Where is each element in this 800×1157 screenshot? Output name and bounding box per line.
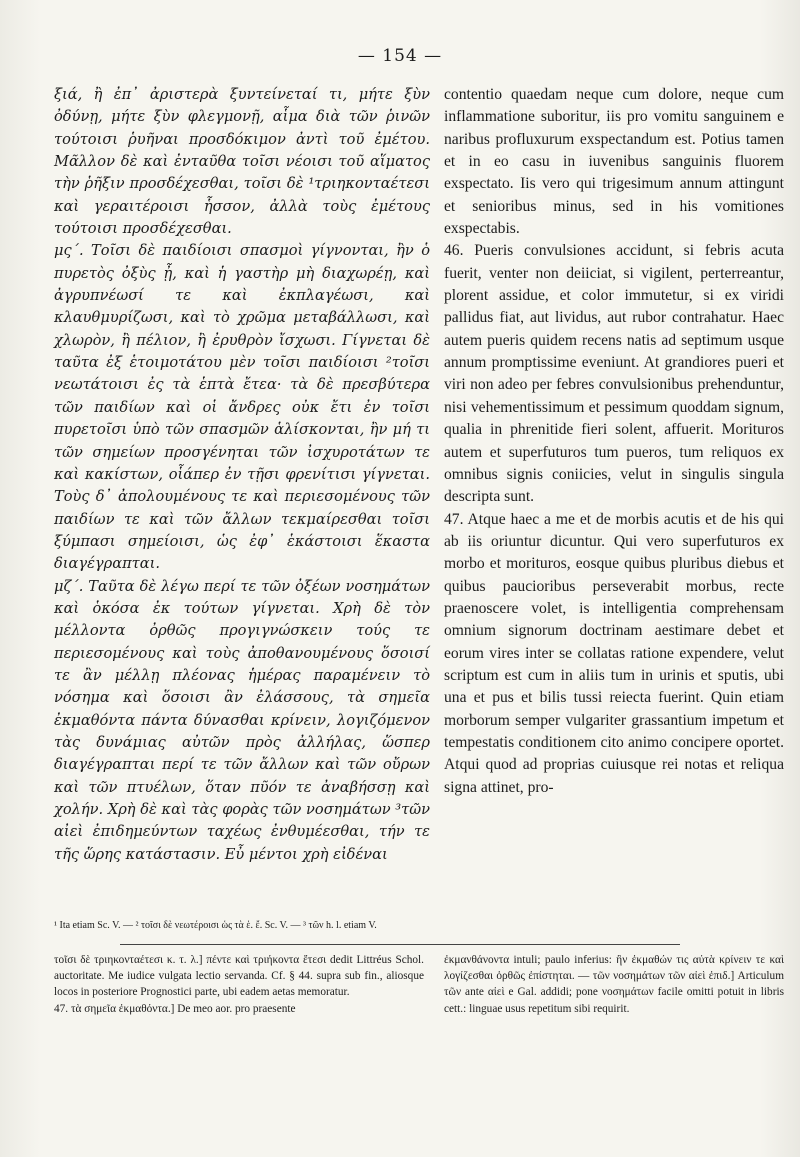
note-left-2: 47. τὰ σημεῖα ἐκμαθόντα.] De meo aor. pro praesente	[54, 1002, 296, 1015]
page-number: — 154 —	[357, 46, 443, 66]
note-right-1: ἐκμανθάνοντα intuli; paulo inferius: ἢν ἐκμαθών τις αὐτὰ κρίνειν τε καὶ λογίζεσθαι ὀρθῶς ἐπίστηται. — τῶν νοσημάτων τῶν αἰεὶ ἐπιδ.] Articulum τῶν ante αἰεὶ e Gal. addidi; pone νοσημάτων facile omitti potuit in libris cett.: linguae usus repetitum sibi requirit.	[444, 954, 784, 1015]
footnote-divider	[120, 944, 680, 945]
latin-paragraph-46: 46. Pueris convulsiones accidunt, si febris acuta fuerit, venter non deiiciat, si vigilent, perterreantur, plorent assidue, et color immutetur, si ex viridi pallidus fiat, aut lividus, aut rubor contrahatur. Haec autem pueris quidem recens natis ad septimum usque annum promptissime eveniunt. At grandiores pueri et viri non adeo per febres convulsionibus prehenduntur, nisi vehementissimum et pessimum quoddam signum, qualia in phrenitide fieri solent, affuerit. Morituros autem et superfuturos tum pueros, tum reliquos ex omnibus signis coniicies, velut in singulis singula descripta sunt.	[444, 242, 784, 506]
critical-notes-left	[54, 952, 424, 1017]
latin-text-column	[444, 84, 784, 799]
greek-paragraph-46: μς΄. Τοῖσι δὲ παιδίοισι σπασμοὶ γίγνονται, ἢν ὁ πυρετὸς ὀξὺς ᾖ, καὶ ἡ γαστὴρ μὴ διαχωρέῃ, καὶ ἀγρυπνέωσί τε καὶ ἐκπλαγέωσι, καὶ κλαυθμυρίζωσι, καὶ τὸ χρῶμα μεταβάλλωσι, καὶ χλωρὸν, ἢ πέλιον, ἢ ἐρυθρὸν ἴσχωσι. Γίγνεται δὲ ταῦτα ἐξ ἑτοιμοτάτου μὲν τοῖσι παιδίοισι ²τοῖσι νεωτάτοισι ἐς τὰ ἑπτὰ ἔτεα· τὰ δὲ πρεσβύτερα τῶν παιδίων καὶ οἱ ἄνδρες οὐκ ἔτι ἐν τοῖσι πυρετοῖσι ὑπὸ τῶν σπασμῶν ἁλίσκονται, ἢν μή τι τῶν σημείων προσγένηται τῶν ἰσχυροτάτων τε καὶ κακίστων, οἷάπερ ἐν τῇσι φρενίτισι γίγνεται. Τοὺς δ᾽ ἀπολουμένους τε καὶ περιεσομένους τῶν παιδίων τε καὶ τῶν ἄλλων τεκμαίρεσθαι τοῖσι ξύμπασι σημείοισι, ὡς ἐφ᾽ ἑκάστοισι ἕκαστα διαγέγραπται.	[54, 242, 430, 573]
critical-notes-right	[444, 952, 784, 1017]
note-left-1: τοῖσι δὲ τριηκονταέτεσι κ. τ. λ.] πέντε καὶ τριήκοντα ἔτεσι dedit Littréus Schol. auctoritate. Me iudice vulgata lectio servanda. Cf. § 44. supra sub fin., aliosque locos in posteriore Prognostici parte, ubi eadem aetas memoratur.	[54, 954, 424, 999]
greek-paragraph-47: μζ΄. Ταῦτα δὲ λέγω περί τε τῶν ὀξέων νοσημάτων καὶ ὁκόσα ἐκ τούτων γίγνεται. Χρὴ δὲ τὸν μέλλοντα ὀρθῶς προγιγνώσκειν τούς τε περιεσομένους καὶ τοὺς ἀποθανουμένους ὅσοισί τε ἂν μέλλῃ πλέονας ἡμέρας παραμένειν τὸ νόσημα καὶ ὅσοισι ἂν ἐλάσσους, τὰ σημεῖα ἐκμαθόντα πάντα δύνασθαι κρίνειν, λογιζόμενον τὰς δυνάμιας αὐτῶν πρὸς ἀλλήλας, ὥσπερ διαγέγραπται περί τε τῶν ἄλλων καὶ τῶν οὔρων καὶ τῶν πτυέλων, ὅταν πῦόν τε ἀναβήσσῃ καὶ χολήν. Χρὴ δὲ καὶ τὰς φορὰς τῶν νοσημάτων ³τῶν αἰεὶ ἐπιδημεύντων ταχέως ἐνθυμέεσθαι, τήν τε τῆς ὥρης κατάστασιν. Εὖ μέντοι χρὴ εἰδέναι	[54, 577, 430, 863]
footnote-references: ¹ Ita etiam Sc. V. — ² τοῖσι δὲ νεωτέροισι ὡς τὰ ἑ. ἔ. Sc. V. — ³ τῶν h. l. etiam V.	[54, 920, 377, 931]
greek-text-column	[54, 84, 430, 866]
latin-paragraph-47: 47. Atque haec a me et de morbis acutis et de his qui ab iis oriuntur dicuntur. Qui vero superfuturos ex morbo et morituros, eosque quibus pluribus diebus et quibus paucioribus perseverabit morbus, recte praenoscere volet, is intelligentia comprehensam omnium signorum doctrinam aestimare debet et eorum vires inter se collatas ratione expendere, velut scriptum est cum in aliis tum in urinis et sputis, ubi una et pus et bilis tussi reiecta fuerint. Quin etiam morborum semper vulgariter grassantium impetum et tempestatis conditionem cito animo concipere oportet. Atqui quod ad proprias cuiusque rei notas et reliqua signa attinet, pro-	[444, 510, 784, 796]
greek-paragraph-1: ξιά, ἢ ἐπ᾽ ἀριστερὰ ξυντείνεταί τι, μήτε ξὺν ὀδύνῃ, μήτε ξὺν φλεγμονῇ, αἷμα διὰ τῶν ῥινῶν τούτοισι ῥυῆναι προσδόκιμον ἀντὶ τοῦ ἐμέτου. Μᾶλλον δὲ καὶ ἐνταῦθα τοῖσι νέοισι τοῦ αἵματος τὴν ῥῆξιν προσδέχεσθαι, τοῖσι δὲ ¹τριηκονταέτεσι καὶ γεραιτέροισι ἧσσον, ἀλλὰ τοὺς ἐμέτους τούτοισι προσδέχεσθαι.	[54, 86, 430, 238]
latin-paragraph-1: contentio quaedam neque cum dolore, neque cum inflammatione suboritur, iis pro vomitu sanguinem e naribus profluxurum exspectandum est. Potius tamen et in eo casu in iuvenibus sanguinis fluorem exspectato. Iis vero qui trigesimum annum attingunt et senioribus minus, sed in his vomitiones exspectabis.	[444, 86, 784, 238]
